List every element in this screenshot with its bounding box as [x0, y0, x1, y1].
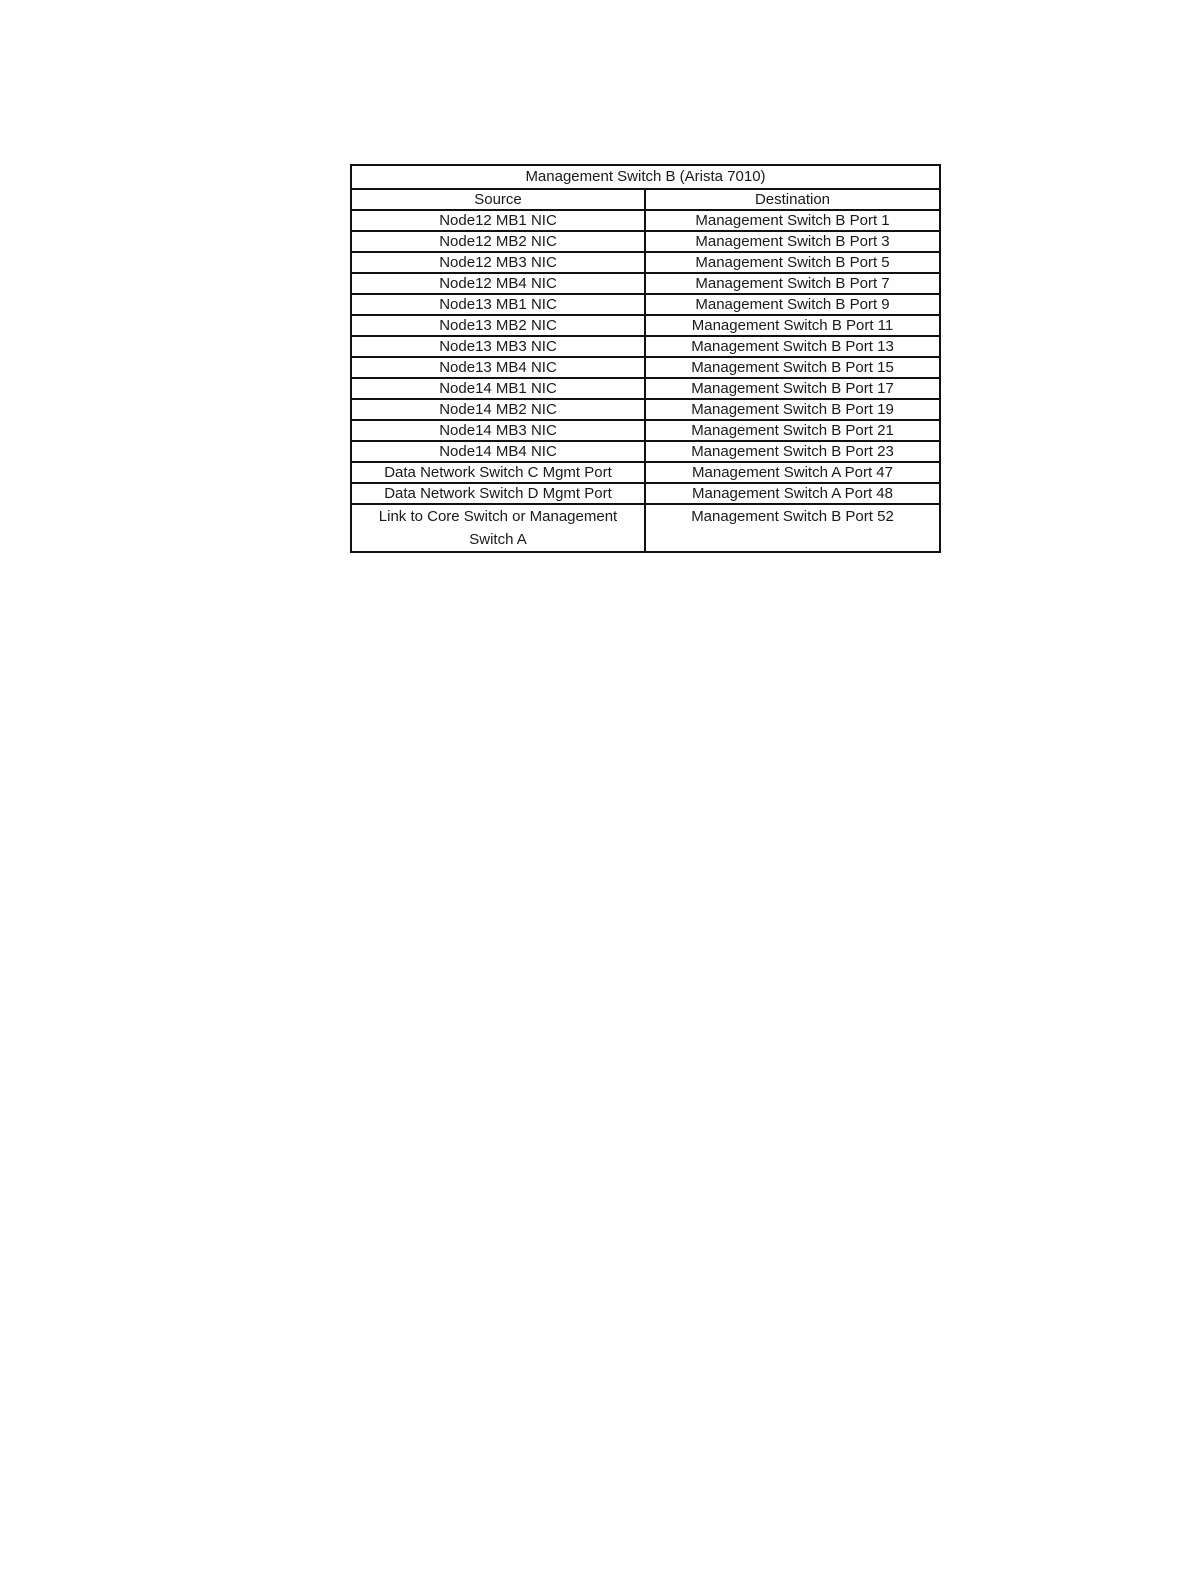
destination-cell: Management Switch B Port 52 — [645, 504, 940, 552]
destination-cell: Management Switch A Port 48 — [645, 483, 940, 504]
table-row — [351, 210, 940, 231]
table-row — [351, 357, 940, 378]
destination-cell: Management Switch B Port 1 — [645, 210, 940, 231]
source-cell: Node12 MB2 NIC — [351, 231, 645, 252]
source-cell: Data Network Switch C Mgmt Port — [351, 462, 645, 483]
destination-cell: Management Switch B Port 19 — [645, 399, 940, 420]
source-cell: Node14 MB3 NIC — [351, 420, 645, 441]
source-cell: Node14 MB2 NIC — [351, 399, 645, 420]
destination-cell: Management Switch B Port 7 — [645, 273, 940, 294]
column-header-destination: Destination — [645, 189, 940, 210]
destination-cell: Management Switch A Port 47 — [645, 462, 940, 483]
source-cell: Node13 MB2 NIC — [351, 315, 645, 336]
destination-cell: Management Switch B Port 5 — [645, 252, 940, 273]
source-cell: Node14 MB4 NIC — [351, 441, 645, 462]
table-row — [351, 441, 940, 462]
source-cell: Node13 MB3 NIC — [351, 336, 645, 357]
table-row — [351, 420, 940, 441]
table-row — [351, 252, 940, 273]
cabling-table — [350, 164, 941, 553]
destination-cell: Management Switch B Port 21 — [645, 420, 940, 441]
table-row — [351, 483, 940, 504]
destination-cell: Management Switch B Port 9 — [645, 294, 940, 315]
source-cell: Node12 MB4 NIC — [351, 273, 645, 294]
destination-cell: Management Switch B Port 23 — [645, 441, 940, 462]
source-cell: Data Network Switch D Mgmt Port — [351, 483, 645, 504]
source-cell: Node14 MB1 NIC — [351, 378, 645, 399]
source-cell: Node13 MB1 NIC — [351, 294, 645, 315]
destination-cell: Management Switch B Port 17 — [645, 378, 940, 399]
source-cell: Node12 MB3 NIC — [351, 252, 645, 273]
table-row — [351, 231, 940, 252]
table-title-row — [351, 165, 940, 189]
destination-cell: Management Switch B Port 3 — [645, 231, 940, 252]
column-header-source: Source — [351, 189, 645, 210]
table-row — [351, 504, 940, 552]
table-header-row — [351, 189, 940, 210]
source-cell: Node12 MB1 NIC — [351, 210, 645, 231]
table-row — [351, 294, 940, 315]
destination-cell: Management Switch B Port 11 — [645, 315, 940, 336]
table-row — [351, 378, 940, 399]
source-cell: Link to Core Switch or Management Switch A — [351, 504, 645, 552]
table-row — [351, 399, 940, 420]
table-row — [351, 315, 940, 336]
source-cell: Node13 MB4 NIC — [351, 357, 645, 378]
table-row — [351, 336, 940, 357]
table-row — [351, 273, 940, 294]
table-title: Management Switch B (Arista 7010) — [351, 165, 940, 189]
table-row — [351, 462, 940, 483]
destination-cell: Management Switch B Port 15 — [645, 357, 940, 378]
destination-cell: Management Switch B Port 13 — [645, 336, 940, 357]
